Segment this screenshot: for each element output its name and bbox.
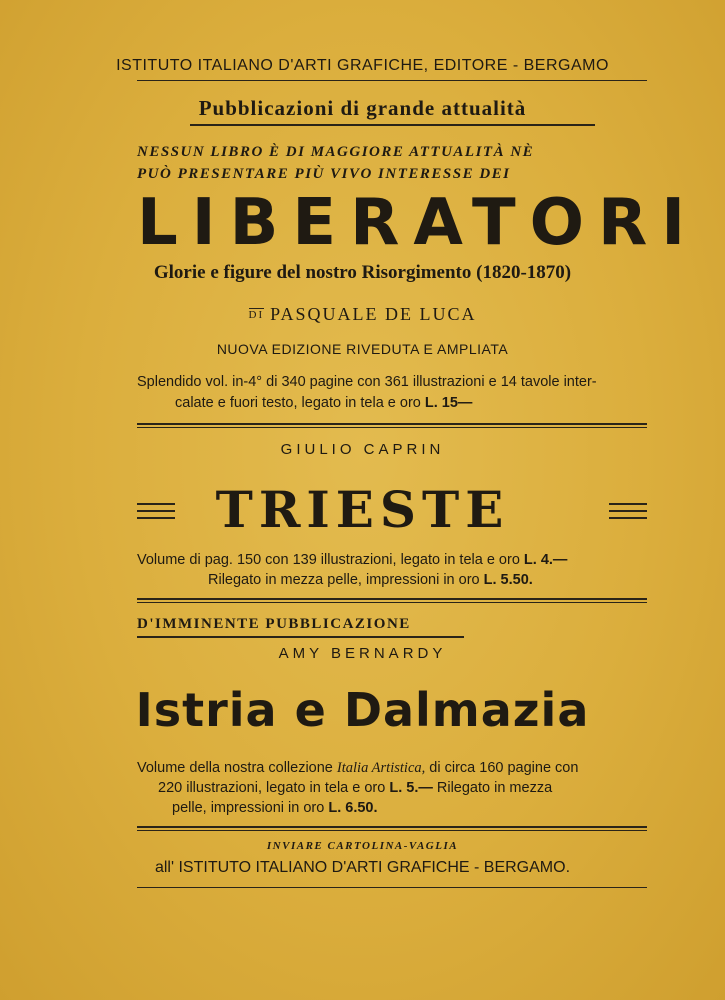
istria-title: Istria e Dalmazia xyxy=(135,683,590,737)
liberatori-edition: NUOVA EDIZIONE RIVEDUTA E AMPLIATA xyxy=(216,341,509,357)
divider-thin-2 xyxy=(137,602,647,603)
liberatori-title: LIBERATORI xyxy=(137,186,700,260)
trieste-title: TRIESTE xyxy=(215,480,510,539)
divider-thick-1 xyxy=(137,423,647,425)
liberatori-author xyxy=(0,304,725,325)
divider-thick-3 xyxy=(137,826,647,828)
collection-name: Italia Artistica, xyxy=(336,760,426,776)
header-divider xyxy=(137,80,647,81)
desc-text: Rilegato in mezza pelle, impressioni in oro xyxy=(208,572,480,588)
liberatori-subtitle: Glorie e figure del nostro Risorgimento (1820-1870) xyxy=(153,262,572,283)
desc-text: 220 illustrazioni, legato in tela e oro xyxy=(158,780,386,796)
decorative-bars-right xyxy=(609,503,647,524)
liberatori-desc-2 xyxy=(175,395,472,411)
istria-desc-2 xyxy=(158,780,552,796)
divider-thin-3 xyxy=(137,830,647,831)
liberatori-tagline-1: NESSUN LIBRO È DI MAGGIORE ATTUALITÀ NÈ xyxy=(137,144,535,160)
desc-text: Volume della nostra collezione xyxy=(137,760,333,776)
section-title-underline xyxy=(190,124,595,126)
divider-thick-2 xyxy=(137,598,647,600)
istria-author: AMY BERNARDY xyxy=(278,645,447,662)
liberatori-tagline-2: PUÒ PRESENTARE PIÙ VIVO INTERESSE DEI xyxy=(137,166,511,182)
desc-text: Volume di pag. 150 con 139 illustrazioni, legato in tela e oro xyxy=(137,552,520,568)
desc-text: Rilegato in mezza xyxy=(436,780,553,796)
desc-text: di circa 160 pagine con xyxy=(429,760,579,776)
order-address: all' ISTITUTO ITALIANO D'ARTI GRAFICHE - BERGAMO. xyxy=(154,859,571,876)
price: L. 15— xyxy=(424,395,473,411)
trieste-desc-1 xyxy=(137,552,567,568)
istria-desc-1 xyxy=(137,760,578,777)
desc-text: pelle, impressioni in oro xyxy=(172,800,325,816)
liberatori-desc-1: Splendido vol. in-4° di 340 pagine con 361 illustrazioni e 14 tavole inter- xyxy=(137,374,597,390)
price: L. 5.50. xyxy=(483,572,533,588)
author-name: PASQUALE DE LUCA xyxy=(270,304,477,324)
desc-text: calate e fuori testo, legato in tela e oro xyxy=(175,395,421,411)
order-instructions-label: INVIARE CARTOLINA-VAGLIA xyxy=(266,840,459,852)
trieste-author: GIULIO CAPRIN xyxy=(280,441,445,458)
author-prefix: DI xyxy=(248,309,265,321)
divider-thin-1 xyxy=(137,427,647,428)
price: L. 5.— xyxy=(389,780,433,796)
price: L. 4.— xyxy=(523,552,568,568)
trieste-desc-2 xyxy=(208,572,533,588)
istria-label: D'IMMINENTE PUBBLICAZIONE xyxy=(137,616,411,632)
publisher-header: ISTITUTO ITALIANO D'ARTI GRAFICHE, EDITORE - BERGAMO xyxy=(116,57,609,74)
istria-label-underline xyxy=(137,636,464,638)
section-title: Pubblicazioni di grande attualità xyxy=(198,96,527,120)
price: L. 6.50. xyxy=(328,800,378,816)
istria-desc-3 xyxy=(172,800,378,816)
footer-divider xyxy=(137,887,647,888)
